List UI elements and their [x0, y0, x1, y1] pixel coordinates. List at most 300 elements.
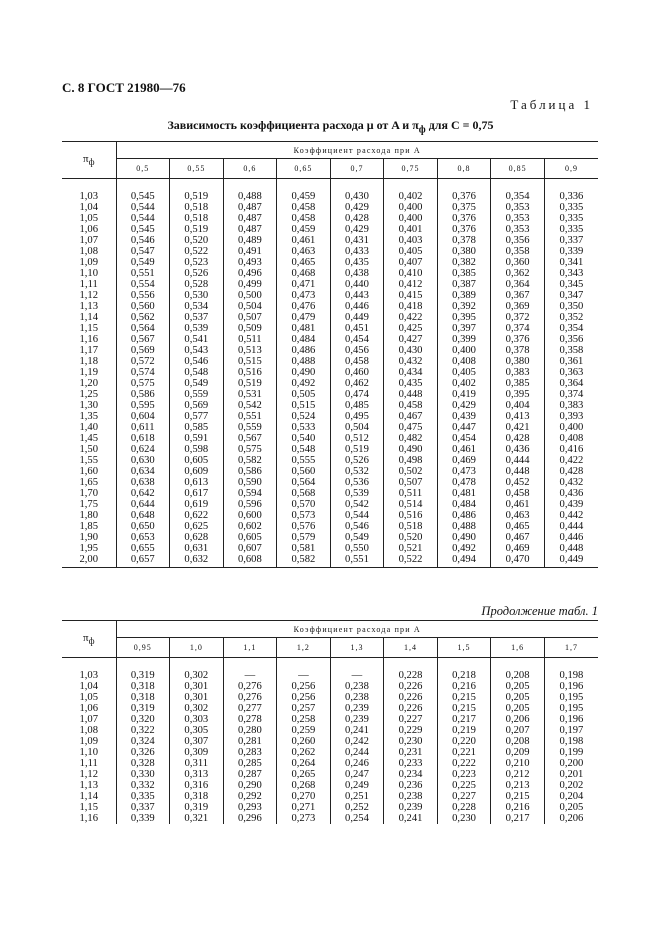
table-cell: 0,447: [437, 422, 491, 433]
table-cell: 0,376: [437, 213, 491, 224]
table-cell: 0,307: [170, 736, 224, 747]
table-cell: 0,345: [544, 279, 598, 290]
row-header-symbol: π: [83, 152, 89, 165]
table-cell: 0,337: [544, 235, 598, 246]
table-cell: 0,451: [330, 323, 384, 334]
table-cell: 0,276: [223, 692, 277, 703]
table-cell: 0,285: [223, 758, 277, 769]
table-cell: 0,271: [277, 802, 331, 813]
caption-tail: для C = 0,75: [425, 118, 494, 132]
row-label: 1,16: [79, 334, 99, 345]
table-cell: 0,287: [223, 769, 277, 780]
table-cell: 0,218: [437, 670, 491, 681]
table-cell: 0,401: [384, 224, 438, 235]
table-cell: 0,486: [437, 510, 491, 521]
table-cell: 0,657: [116, 554, 170, 568]
table-row: [62, 532, 598, 543]
table-cell: 0,519: [170, 224, 224, 235]
table-row: [62, 488, 598, 499]
table-cell: 0,199: [544, 747, 598, 758]
table-row: [62, 191, 598, 202]
table-cell: 0,465: [491, 521, 545, 532]
table-cell: 0,341: [544, 257, 598, 268]
table-cell: 0,212: [491, 769, 545, 780]
row-header-subscript: ф: [88, 157, 95, 168]
table-cell: 0,459: [277, 191, 331, 202]
table-cell: 0,484: [437, 499, 491, 510]
spacer-cell: [491, 658, 545, 671]
table-cell: 0,412: [384, 279, 438, 290]
table-cell: 0,500: [223, 290, 277, 301]
table-cell: 0,425: [384, 323, 438, 334]
table-cell: 0,519: [223, 378, 277, 389]
table-cell: 0,416: [544, 444, 598, 455]
table-row: [62, 257, 598, 268]
table-cell: 0,428: [544, 466, 598, 477]
table-cell: 0,428: [491, 433, 545, 444]
table-cell: 0,402: [384, 191, 438, 202]
table-cell: 0,460: [330, 367, 384, 378]
table-cell: 0,655: [116, 543, 170, 554]
table-cell: 0,400: [437, 345, 491, 356]
table-cell: 0,469: [491, 543, 545, 554]
table-cell: 0,408: [437, 356, 491, 367]
table-cell: 0,434: [384, 367, 438, 378]
row-label: 1,65: [79, 477, 99, 488]
table-cell: 0,528: [170, 279, 224, 290]
table-cell: 0,605: [223, 532, 277, 543]
table-cell: 0,234: [384, 769, 438, 780]
table-cell: 0,507: [384, 477, 438, 488]
table-cell: —: [330, 670, 384, 681]
table-cell: 0,225: [437, 780, 491, 791]
table-cell: 0,293: [223, 802, 277, 813]
table-cell: 0,533: [277, 422, 331, 433]
table-cell: 0,407: [384, 257, 438, 268]
table-cell: 0,572: [116, 356, 170, 367]
table-cell: 0,198: [544, 670, 598, 681]
table-row: [62, 477, 598, 488]
table-cell: 0,519: [170, 191, 224, 202]
row-header: [62, 142, 116, 179]
table-cell: 0,542: [223, 400, 277, 411]
coefficient-table-1: [62, 141, 598, 568]
table-cell: 0,556: [116, 290, 170, 301]
column-header: 1,7: [544, 638, 598, 658]
table-cell: 0,554: [116, 279, 170, 290]
table-cell: 0,336: [544, 191, 598, 202]
table-cell: 0,522: [384, 554, 438, 568]
table-cell: 0,546: [116, 235, 170, 246]
table-cell: 0,454: [437, 433, 491, 444]
table-row: [62, 312, 598, 323]
spacer-cell: [330, 179, 384, 192]
table-cell: 0,481: [437, 488, 491, 499]
table-cell: 0,228: [437, 802, 491, 813]
table-cell: 0,485: [330, 400, 384, 411]
spacer-cell: [544, 658, 598, 671]
table-cell: 0,321: [170, 813, 224, 824]
table-cell: 0,429: [330, 202, 384, 213]
table-cell: 0,206: [491, 714, 545, 725]
table-cell: 0,577: [170, 411, 224, 422]
table-cell: 0,458: [277, 213, 331, 224]
table-cell: 0,479: [277, 312, 331, 323]
table-cell: 0,270: [277, 791, 331, 802]
row-label: 1,25: [79, 389, 99, 400]
table-cell: 0,461: [437, 444, 491, 455]
table-cell: 0,444: [491, 455, 545, 466]
spacer-cell: [62, 658, 116, 671]
table-cell: 0,456: [330, 345, 384, 356]
table-cell: 0,400: [384, 213, 438, 224]
table-row: [62, 400, 598, 411]
row-label: 2,00: [62, 554, 116, 568]
table-row: [62, 499, 598, 510]
table-cell: 0,405: [437, 367, 491, 378]
table-cell: 0,449: [330, 312, 384, 323]
table-cell: 0,369: [491, 301, 545, 312]
table-row: [62, 433, 598, 444]
table-cell: 0,330: [116, 769, 170, 780]
table-cell: 0,208: [491, 670, 545, 681]
table-cell: 0,364: [544, 378, 598, 389]
table-cell: 0,613: [170, 477, 224, 488]
table-cell: 0,233: [384, 758, 438, 769]
table-cell: 0,458: [330, 356, 384, 367]
table-cell: 0,358: [491, 246, 545, 257]
table-cell: 0,374: [491, 323, 545, 334]
table-cell: 0,604: [116, 411, 170, 422]
table-cell: 0,302: [170, 703, 224, 714]
group-header: Коэффициент расхода при A: [116, 142, 598, 159]
table-cell: 0,484: [277, 334, 331, 345]
table-cell: 0,632: [170, 554, 224, 568]
table-cell: 0,324: [116, 736, 170, 747]
table-cell: 0,608: [223, 554, 277, 568]
row-label: 1,10: [79, 747, 99, 758]
table-cell: 0,362: [491, 268, 545, 279]
row-label: 1,05: [79, 213, 99, 224]
table-cell: 0,318: [170, 791, 224, 802]
table-cell: 0,548: [170, 367, 224, 378]
row-label: 1,75: [79, 499, 99, 510]
row-label: 1,04: [79, 681, 99, 692]
table-cell: 0,489: [223, 235, 277, 246]
table-cell: 0,567: [223, 433, 277, 444]
table-row: [62, 703, 598, 714]
table-cell: 0,545: [116, 191, 170, 202]
table-caption: [0, 118, 661, 135]
table-cell: 0,549: [116, 257, 170, 268]
table-cell: 0,236: [384, 780, 438, 791]
table-cell: 0,296: [223, 813, 277, 824]
table-cell: 0,575: [116, 378, 170, 389]
table-cell: 0,560: [277, 466, 331, 477]
table-cell: 0,581: [277, 543, 331, 554]
table-row: [62, 356, 598, 367]
column-header: 1,2: [277, 638, 331, 658]
table-cell: 0,231: [384, 747, 438, 758]
table-cell: 0,442: [544, 510, 598, 521]
table-cell: 0,526: [330, 455, 384, 466]
table-cell: 0,213: [491, 780, 545, 791]
row-label: 1,11: [79, 279, 98, 290]
table-cell: 0,519: [330, 444, 384, 455]
table-cell: 0,586: [223, 466, 277, 477]
table-cell: 0,318: [116, 692, 170, 703]
table-row: [62, 758, 598, 769]
spacer-cell: [544, 179, 598, 192]
table-row: [62, 510, 598, 521]
table-cell: 0,265: [277, 769, 331, 780]
table-cell: 0,586: [116, 389, 170, 400]
table-cell: 0,220: [437, 736, 491, 747]
table-cell: 0,473: [277, 290, 331, 301]
spacer-cell: [170, 658, 224, 671]
row-label: 1,30: [79, 400, 99, 411]
table-row: [62, 279, 598, 290]
column-header: 0,75: [384, 159, 438, 179]
table-cell: 0,488: [223, 191, 277, 202]
table-cell: 0,385: [437, 268, 491, 279]
table-row: [62, 378, 598, 389]
table-cell: 0,418: [384, 301, 438, 312]
table-cell: 0,239: [330, 714, 384, 725]
table-cell: 0,217: [437, 714, 491, 725]
row-label: 1,12: [79, 290, 99, 301]
table-cell: 0,339: [544, 246, 598, 257]
spacer-cell: [277, 658, 331, 671]
table-cell: 0,650: [116, 521, 170, 532]
row-label: 1,06: [79, 703, 99, 714]
table-cell: 0,360: [491, 257, 545, 268]
table-cell: 0,443: [330, 290, 384, 301]
table-cell: 0,337: [116, 802, 170, 813]
table-cell: 0,399: [437, 334, 491, 345]
table-row: [62, 747, 598, 758]
row-label: 1,19: [79, 367, 99, 378]
table-cell: 0,539: [170, 323, 224, 334]
table-cell: 0,560: [116, 301, 170, 312]
column-header: 1,3: [330, 638, 384, 658]
table-cell: 0,206: [544, 813, 598, 824]
table-cell: 0,536: [330, 477, 384, 488]
table-cell: 0,202: [544, 780, 598, 791]
table-row: [62, 246, 598, 257]
table-cell: 0,544: [330, 510, 384, 521]
table-cell: 0,518: [170, 213, 224, 224]
table-cell: 0,410: [384, 268, 438, 279]
table-cell: 0,301: [170, 692, 224, 703]
table-cell: 0,541: [170, 334, 224, 345]
column-header: 0,95: [116, 638, 170, 658]
table-cell: 0,303: [170, 714, 224, 725]
table-cell: 0,227: [384, 714, 438, 725]
table-cell: 0,562: [116, 312, 170, 323]
table-cell: 0,454: [330, 334, 384, 345]
table-cell: 0,486: [277, 345, 331, 356]
table-cell: 0,546: [330, 521, 384, 532]
table-cell: 0,567: [116, 334, 170, 345]
table-cell: 0,397: [437, 323, 491, 334]
table-cell: 0,278: [223, 714, 277, 725]
row-label: 1,80: [79, 510, 99, 521]
table-cell: 0,319: [116, 670, 170, 681]
table-cell: 0,452: [491, 477, 545, 488]
table-cell: 0,226: [384, 703, 438, 714]
row-label: 1,05: [79, 692, 99, 703]
table-cell: 0,413: [491, 411, 545, 422]
table-cell: 0,395: [437, 312, 491, 323]
table-row: [62, 521, 598, 532]
table-label: Таблица 1: [510, 97, 593, 112]
table-row: [62, 224, 598, 235]
table-cell: 0,430: [384, 345, 438, 356]
table-cell: 0,609: [170, 466, 224, 477]
table-cell: 0,223: [437, 769, 491, 780]
row-header-symbol: π: [83, 631, 89, 644]
table-row: [62, 802, 598, 813]
table-cell: 0,446: [330, 301, 384, 312]
table-cell: 0,492: [277, 378, 331, 389]
table-cell: 0,516: [384, 510, 438, 521]
table-cell: 0,227: [437, 791, 491, 802]
row-label: 1,06: [79, 224, 99, 235]
table-row: [62, 466, 598, 477]
row-header-subscript: ф: [88, 636, 95, 647]
table-cell: 0,653: [116, 532, 170, 543]
table-cell: 0,427: [384, 334, 438, 345]
table-cell: 0,582: [223, 455, 277, 466]
table-cell: 0,320: [116, 714, 170, 725]
table-cell: 0,276: [223, 681, 277, 692]
table-cell: 0,619: [170, 499, 224, 510]
table-cell: 0,258: [277, 714, 331, 725]
table-cell: 0,382: [437, 257, 491, 268]
table-cell: 0,474: [330, 389, 384, 400]
table-cell: 0,638: [116, 477, 170, 488]
table-cell: 0,516: [223, 367, 277, 378]
table-cell: 0,292: [223, 791, 277, 802]
table-cell: 0,302: [170, 670, 224, 681]
table-cell: 0,358: [544, 345, 598, 356]
row-label: 1,13: [79, 780, 99, 791]
table-row: [62, 670, 598, 681]
table-cell: 0,590: [223, 477, 277, 488]
table-cell: 0,318: [116, 681, 170, 692]
table-cell: 0,502: [384, 466, 438, 477]
table-cell: 0,491: [223, 246, 277, 257]
table-cell: 0,574: [116, 367, 170, 378]
table-cell: 0,440: [330, 279, 384, 290]
table-cell: 0,493: [223, 257, 277, 268]
table-cell: 0,319: [116, 703, 170, 714]
caption-subscript: ф: [418, 124, 426, 136]
table-cell: 0,335: [116, 791, 170, 802]
table-cell: 0,542: [330, 499, 384, 510]
table-cell: 0,518: [384, 521, 438, 532]
table-body: [62, 179, 598, 568]
table-cell: 0,487: [223, 224, 277, 235]
table-cell: 0,551: [330, 554, 384, 568]
table-cell: 0,238: [330, 692, 384, 703]
table-cell: 0,625: [170, 521, 224, 532]
row-label: 1,16: [79, 813, 99, 824]
table-cell: 0,514: [384, 499, 438, 510]
table-cell: 0,439: [437, 411, 491, 422]
table-cell: 0,624: [116, 444, 170, 455]
table-cell: 0,476: [277, 301, 331, 312]
table-cell: 0,364: [491, 279, 545, 290]
table-cell: 0,499: [223, 279, 277, 290]
table-cell: 0,283: [223, 747, 277, 758]
table-cell: 0,534: [170, 301, 224, 312]
table-cell: 0,459: [277, 224, 331, 235]
table-cell: 0,221: [437, 747, 491, 758]
table-row: [62, 714, 598, 725]
table-cell: 0,436: [491, 444, 545, 455]
table-cell: 0,226: [384, 692, 438, 703]
table-row: [62, 301, 598, 312]
page-header: С. 8 ГОСТ 21980—76: [62, 80, 186, 95]
row-label: 1,12: [79, 769, 99, 780]
table-row: [62, 736, 598, 747]
table-cell: 0,617: [170, 488, 224, 499]
table-cell: 0,201: [544, 769, 598, 780]
table-cell: 0,515: [277, 400, 331, 411]
table-row: [62, 235, 598, 246]
table-cell: 0,405: [384, 246, 438, 257]
table-cell: 0,595: [116, 400, 170, 411]
table-cell: 0,415: [384, 290, 438, 301]
table-cell: 0,585: [170, 422, 224, 433]
table-cell: 0,198: [544, 736, 598, 747]
table-cell: 0,216: [437, 681, 491, 692]
table-cell: 0,490: [384, 444, 438, 455]
group-header: Коэффициент расхода при A: [116, 621, 598, 638]
table-cell: 0,260: [277, 736, 331, 747]
table-cell: 0,468: [277, 268, 331, 279]
table-cell: 0,549: [330, 532, 384, 543]
column-header: 1,0: [170, 638, 224, 658]
table-cell: 0,419: [437, 389, 491, 400]
table-cell: 0,582: [277, 554, 331, 568]
table-cell: 0,515: [223, 356, 277, 367]
table-cell: 0,512: [330, 433, 384, 444]
table-cell: 0,205: [544, 802, 598, 813]
spacer-row: [62, 179, 598, 192]
table-cell: 0,473: [437, 466, 491, 477]
table-cell: 0,551: [223, 411, 277, 422]
spacer-cell: [170, 179, 224, 192]
table-cell: 0,430: [330, 191, 384, 202]
table-cell: 0,524: [277, 411, 331, 422]
table-cell: 0,544: [116, 213, 170, 224]
table-cell: 0,238: [330, 681, 384, 692]
table-cell: 0,543: [170, 345, 224, 356]
table-cell: 0,436: [544, 488, 598, 499]
row-label: 1,90: [79, 532, 99, 543]
table-cell: 0,461: [491, 499, 545, 510]
table-cell: 0,433: [330, 246, 384, 257]
table-cell: 0,579: [277, 532, 331, 543]
table-cell: 0,429: [437, 400, 491, 411]
table-cell: 0,230: [384, 736, 438, 747]
row-label: 1,15: [79, 802, 99, 813]
table-cell: 0,207: [491, 725, 545, 736]
table-cell: —: [223, 670, 277, 681]
